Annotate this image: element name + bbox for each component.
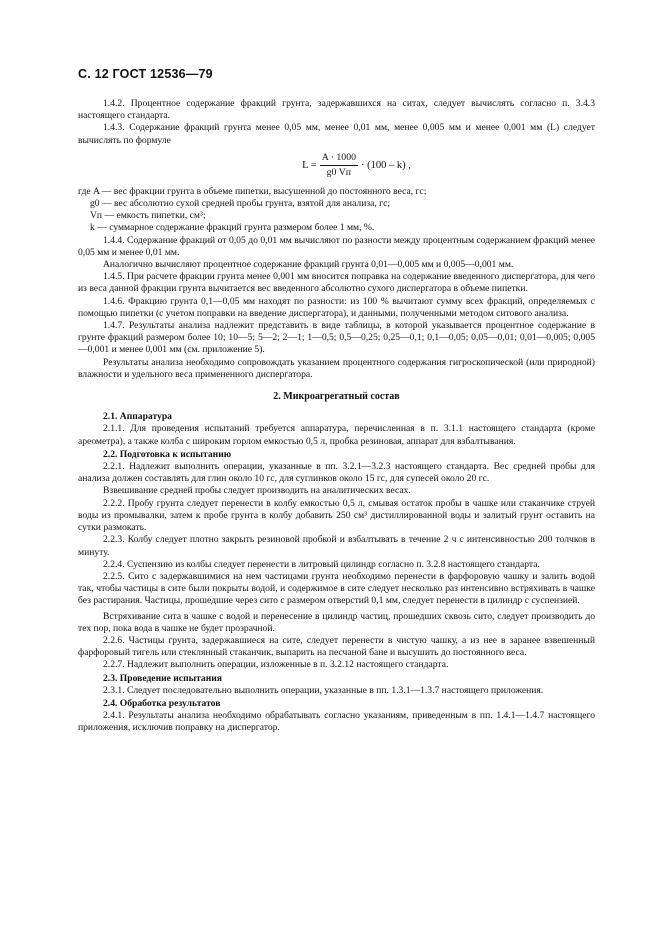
paragraph-2-2-6: 2.2.6. Частицы грунта, задержавшиеся на сите, следует перенести в чистую чашку, а из нее в заранее взвешенный фарфоровый тигель или стеклянный стаканчик, выпарить на песчаной бане и высушить до постоянного веса. [78, 634, 595, 659]
paragraph-1-4-7: 1.4.7. Результаты анализа надлежит представить в виде таблицы, в которой указывается процентное содержание в грунте фракций размером более 10; 10—5; 5—2; 2—1; 1—0,5; 0,5—0,25; 0,25—0,1; 0,1—0,05; 0,05—0,01; 0,01—0,005; 0,005—0,001 и менее 0,001 мм (см. приложение 5). [78, 320, 595, 356]
paragraph-2-2-5: 2.2.5. Сито с задержавшимися на нем частицами грунта необходимо перенести в фарфоровую чашку и залить водой так, чтобы частицы в сите были покрыты водой, и содержимое в сите следует несколько раз интенсивно встряхивать в чашке без растирания. Частицы, прошедшие через сито с размером отверстий 0,1 мм, следует перенести в цилиндр с суспензией. [78, 570, 595, 607]
heading-2-4: 2.4. Обработка результатов [103, 697, 221, 709]
paragraph-2-4-1: 2.4.1. Результаты анализа необходимо обрабатывать согласно указаниям, приведенным в пп. 1.4.1—1.4.7 настоящего приложения, исключив поправку на диспергатор. [78, 710, 595, 734]
paragraph-1-4-6: 1.4.6. Фракцию грунта 0,1—0,05 мм находят по разности: из 100 % вычитают сумму всех фракций, определяемых с помощью пипетки (с учетом поправки на введение диспергатора), и данными, полученными методом ситового анализа. [78, 295, 595, 319]
paragraph-2-2-1: 2.2.1. Надлежит выполнить операции, указанные в пп. 3.2.1—3.2.3 настоящего стандарта. Вес средней пробы для анализа должен составлять для глин около 10 гс, для суглинков около 15 гс, для супесей около 20 гс. [78, 461, 595, 485]
paragraph-1-4-2: 1.4.2. Процентное содержание фракций грунта, задержавшихся на ситах, следует вычислять согласно п. 3.4.3 настоящего стандарта. [78, 98, 595, 122]
paragraph-1-4-5: 1.4.5. При расчете фракции грунта менее 0,001 мм вносится поправка на содержание введенного диспергатора, для чего из веса данной фракции грунта вычитается вес введенного абсолютно сухого диспергатора в объеме пипетки. [78, 271, 595, 295]
paragraph-1-4-7b: Результаты анализа необходимо сопровождать указанием процентного содержания гигроскопической (или природной) влажности и удельного веса примененного диспергатора. [78, 356, 595, 380]
paragraph-2-3-1: 2.3.1. Следует последовательно выполнить операции, указанные в пп. 1.3.1—1.3.7 настоящего приложения. [103, 684, 544, 696]
formula-lhs: L = [302, 159, 317, 171]
paragraph-2-2-1b: Взвешивание средней пробы следует производить на аналитических весах. [103, 485, 411, 497]
paragraph-1-4-3: 1.4.3. Содержание фракций грунта менее 0,05 мм, менее 0,01 мм, менее 0,005 мм и менее 0,001 мм (L) следует вычислять по формуле [78, 122, 595, 146]
legend-g0: g0 — вес абсолютно сухой средней пробы грунта, взятой для анализа, гс; [90, 198, 391, 210]
paragraph-2-1-1: 2.1.1. Для проведения испытаний требуется аппаратура, перечисленная в п. 3.1.1 настоящего стандарта (кроме ареометра), а также колба с широким горлом емкостью 0,5 л, пробка резиновая, аппарат для взбалтывания. [78, 423, 595, 447]
heading-2-1: 2.1. Аппаратура [103, 411, 172, 423]
formula-l [118, 149, 595, 183]
legend-a: где A — вес фракции грунта в объеме пипетки, высушенной до постоянного веса, гс; [78, 185, 427, 197]
paragraph-1-4-4: 1.4.4. Содержание фракций от 0,05 до 0,01 мм вычисляют по разности между процентным содержанием фракций менее 0,05 мм и менее 0,01 мм. [78, 234, 595, 258]
paragraph-2-2-3: 2.2.3. Колбу следует плотно закрыть резиновой пробкой и взбалтывать в течение 2 ч с интенсивностью 200 толчков в минуту. [78, 534, 595, 558]
page-header: С. 12 ГОСТ 12536—79 [78, 67, 213, 81]
heading-2-3: 2.3. Проведение испытания [103, 672, 222, 684]
paragraph-2-2-4: 2.2.4. Суспензию из колбы следует перенести в литровый цилиндр согласно п. 3.2.8 настоящего стандарта. [103, 558, 540, 570]
paragraph-2-2-2: 2.2.2. Пробу грунта следует перенести в колбу емкостью 0,5 л, смывая остаток пробы в чашке или стаканчике струей воды из промывалки, затем к пробе грунта в колбу добавить 250 см³ дистиллированной воды и залитый грунт оставить на сутки размокать. [78, 497, 595, 534]
legend-k: k — суммарное содержание фракций грунта размером более 1 мм, %. [90, 222, 375, 234]
section-title-2: 2. Микроагрегатный состав [273, 391, 400, 403]
document-body [78, 98, 595, 735]
paragraph-1-4-4b: Аналогично вычисляют процентное содержание фракций грунта 0,01—0,005 мм и 0,005—0,001 мм. [103, 259, 514, 271]
formula-rhs: · (100 – k) , [361, 159, 411, 171]
heading-2-2: 2.2. Подготовка к испытанию [103, 448, 232, 460]
formula-fraction [320, 152, 358, 179]
formula-numerator: A · 1000 [320, 152, 358, 166]
paragraph-2-2-5b: Встряхивание сита в чашке с водой и перенесение в цилиндр частиц, прошедших сквозь сито, следует производить до тех пор, пока вода в чашке не будет прозрачной. [78, 610, 595, 634]
paragraph-2-2-7: 2.2.7. Надлежит выполнить операции, изложенные в п. 3.2.12 настоящего стандарта. [103, 659, 449, 671]
legend-vp: Vп — емкость пипетки, см³; [90, 210, 206, 222]
formula-denominator: g0 Vп [326, 167, 352, 179]
